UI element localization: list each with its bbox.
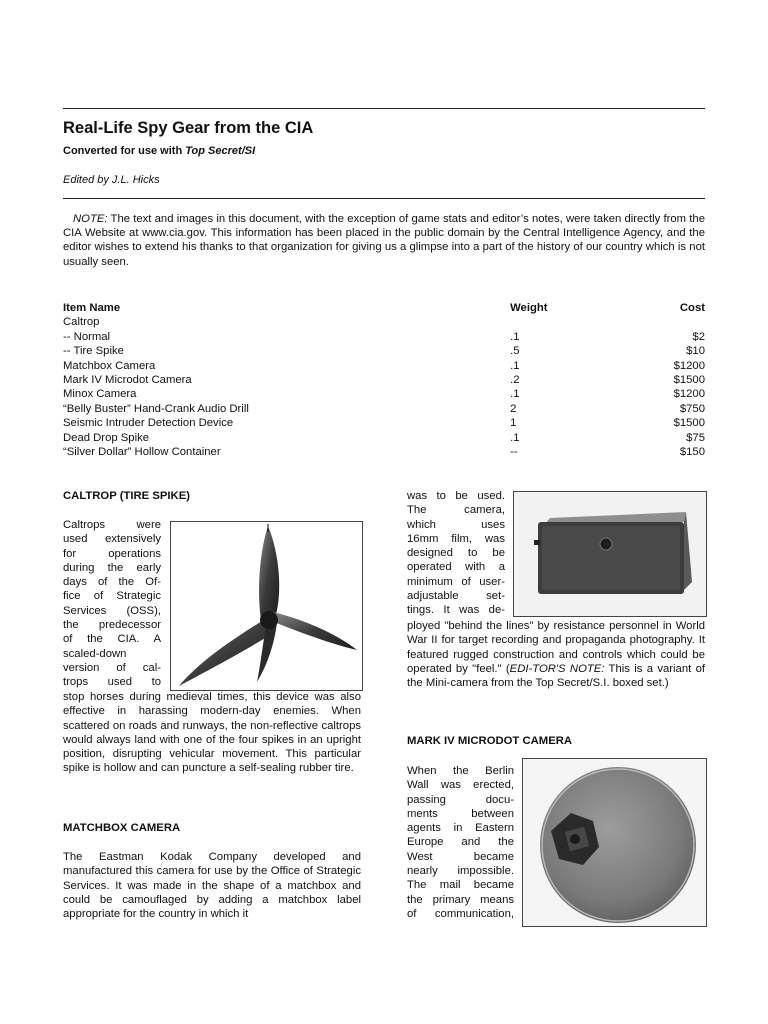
microdot-wrapped-lines xyxy=(407,764,514,921)
item-cost: $750 xyxy=(679,402,705,415)
item-cost: $10 xyxy=(686,345,705,358)
header-bottom-rule xyxy=(63,198,705,199)
microdot-line: of communication, xyxy=(407,907,514,920)
subtitle-prefix: Converted for use with xyxy=(63,145,186,157)
items-table xyxy=(63,301,705,459)
item-cost xyxy=(567,315,705,329)
microdot-camera-figure xyxy=(522,758,707,927)
caltrop-line: fice of Strategic xyxy=(63,590,161,603)
microdot-line: When the Berlin xyxy=(407,765,514,777)
item-weight: .1 xyxy=(510,359,520,372)
microdot-line: West became xyxy=(407,850,514,863)
caltrop-line: scaled-down xyxy=(63,647,127,660)
item-weight: .1 xyxy=(510,330,520,343)
editor-note-label: EDI-TOR'S NOTE: xyxy=(509,662,605,675)
item-weight: -- xyxy=(510,446,518,459)
note-label: NOTE: xyxy=(73,213,108,225)
matchbox-heading: MATCHBOX CAMERA xyxy=(63,822,181,834)
matchbox-line: The camera, xyxy=(407,504,505,517)
caltrop-image xyxy=(171,522,362,690)
editor-note-text: This is a variant of the Mini-camera from the Top Secret/S.I. boxed set.) xyxy=(407,662,705,690)
item-name: -- Tire Spike xyxy=(63,345,124,358)
item-name: Mark IV Microdot Camera xyxy=(63,374,192,387)
microdot-line: agents in Eastern xyxy=(407,822,514,835)
item-weight: 2 xyxy=(510,402,517,415)
caltrop-line: version of cal- xyxy=(63,661,161,674)
matchbox-paragraph: The Eastman Kodak Company developed and manufactured this camera for use by the Office of Strategic Services. It was made in the shape of a matchbox and could be camouflaged by adding a matchbox label appropriate for the country in which it xyxy=(63,851,361,921)
caltrop-heading: CALTROP (TIRE SPIKE) xyxy=(63,490,190,502)
matchbox-line: which uses xyxy=(407,518,505,531)
table-row xyxy=(63,330,705,344)
microdot-line: ments between xyxy=(407,807,514,820)
item-cost: $2 xyxy=(692,330,705,343)
matchbox-line: minimum of user- xyxy=(407,575,505,588)
caltrop-line: used extensively xyxy=(63,533,161,546)
item-weight: 1 xyxy=(510,417,517,430)
item-name: Caltrop xyxy=(63,316,100,329)
item-name: Matchbox Camera xyxy=(63,359,156,372)
item-name: Minox Camera xyxy=(63,388,137,401)
table-header-row xyxy=(63,301,705,315)
matchbox-camera-image xyxy=(514,492,706,616)
caltrop-paragraph: stop horses during medieval times, this device was also effective in harassing modern-day enemies. When scattered on roads and runways, the non-reflective caltrops would always land with one of the four spikes in an upright position, disrupting vehicular movement. This particular spike is hollow and can puncture a self-sealing rubber tire. xyxy=(63,691,361,775)
caltrop-figure xyxy=(170,521,363,691)
table-row xyxy=(63,445,705,459)
microdot-line: the primary means xyxy=(407,893,514,906)
table-row xyxy=(63,344,705,358)
caltrop-line: Caltrops were xyxy=(63,519,161,531)
top-rule xyxy=(63,108,705,109)
editor-credit: Edited by J.L. Hicks xyxy=(63,174,160,186)
item-name: “Silver Dollar” Hollow Container xyxy=(63,446,221,459)
column-header-weight: Weight xyxy=(510,302,548,314)
column-header-cost: Cost xyxy=(679,302,705,314)
item-name: “Belly Buster” Hand-Crank Audio Drill xyxy=(63,402,249,415)
matchbox-line: adjustable set- xyxy=(407,590,505,603)
item-cost: $150 xyxy=(679,446,705,459)
table-row xyxy=(63,416,705,430)
microdot-line: The mail became xyxy=(407,879,514,892)
item-weight xyxy=(510,315,567,329)
item-weight: .5 xyxy=(510,345,520,358)
microdot-line: Europe and the xyxy=(407,836,514,849)
caltrop-line: the predecessor xyxy=(63,619,161,632)
item-cost: $1500 xyxy=(673,374,705,387)
page-title: Real-Life Spy Gear from the CIA xyxy=(63,119,314,137)
microdot-line: nearly impossible. xyxy=(407,865,514,878)
item-weight: .1 xyxy=(510,431,520,444)
item-name: -- Normal xyxy=(63,330,111,343)
matchbox-wrapped-lines xyxy=(407,489,505,618)
matchbox-line: was to be used. xyxy=(407,490,505,502)
caltrop-line: days of the Of- xyxy=(63,576,161,589)
subtitle-game-name: Top Secret/SI xyxy=(185,145,256,157)
caltrop-line: Services (OSS), xyxy=(63,604,161,617)
table-row xyxy=(63,373,705,387)
item-cost: $1200 xyxy=(673,388,705,401)
microdot-camera-image xyxy=(523,759,706,926)
matchbox-continuation-text: ployed "behind the lines" by resistance personnel in World War II for target recording and propaganda photography. It featured rugged construction and controls which could be operated by "feel." ( xyxy=(407,620,705,675)
matchbox-line: 16mm film, was xyxy=(407,532,505,545)
caltrop-wrapped-lines xyxy=(63,518,161,690)
table-row xyxy=(63,387,705,401)
caltrop-line: trops used to xyxy=(63,676,161,689)
item-cost: $1200 xyxy=(673,359,705,372)
matchbox-camera-figure xyxy=(513,491,707,617)
caltrop-line: during the early xyxy=(63,561,161,574)
item-name: Dead Drop Spike xyxy=(63,431,150,444)
matchbox-line: tings. It was de- xyxy=(407,604,505,617)
item-cost: $1500 xyxy=(673,417,705,430)
caltrop-line: for operations xyxy=(63,547,161,560)
item-cost: $75 xyxy=(686,431,705,444)
matchbox-line: operated with a xyxy=(407,561,505,574)
matchbox-continuation-paragraph xyxy=(407,619,705,690)
caltrop-line: of the CIA. A xyxy=(63,633,161,646)
item-weight: .2 xyxy=(510,374,520,387)
item-weight: .1 xyxy=(510,388,520,401)
microdot-line: Wall was erected, xyxy=(407,779,514,792)
table-row xyxy=(63,431,705,445)
microdot-heading: MARK IV MICRODOT CAMERA xyxy=(407,735,573,747)
microdot-line: passing docu- xyxy=(407,793,514,806)
subtitle xyxy=(63,145,255,157)
item-name: Seismic Intruder Detection Device xyxy=(63,417,234,430)
matchbox-line: designed to be xyxy=(407,547,505,560)
column-header-name: Item Name xyxy=(63,302,121,314)
table-row xyxy=(63,402,705,416)
table-row xyxy=(63,315,705,329)
table-row xyxy=(63,359,705,373)
note-text: The text and images in this document, with the exception of game stats and editor’s notes, were taken directly from the CIA Website at www.cia.gov. This information has been placed in the public domain by the Central Intelligence Agency, and the editor wishes to extend his thanks to that organization for giving us a glimpse into a part of the history of our country which is not usually seen. xyxy=(63,213,705,268)
note-paragraph xyxy=(63,212,705,269)
